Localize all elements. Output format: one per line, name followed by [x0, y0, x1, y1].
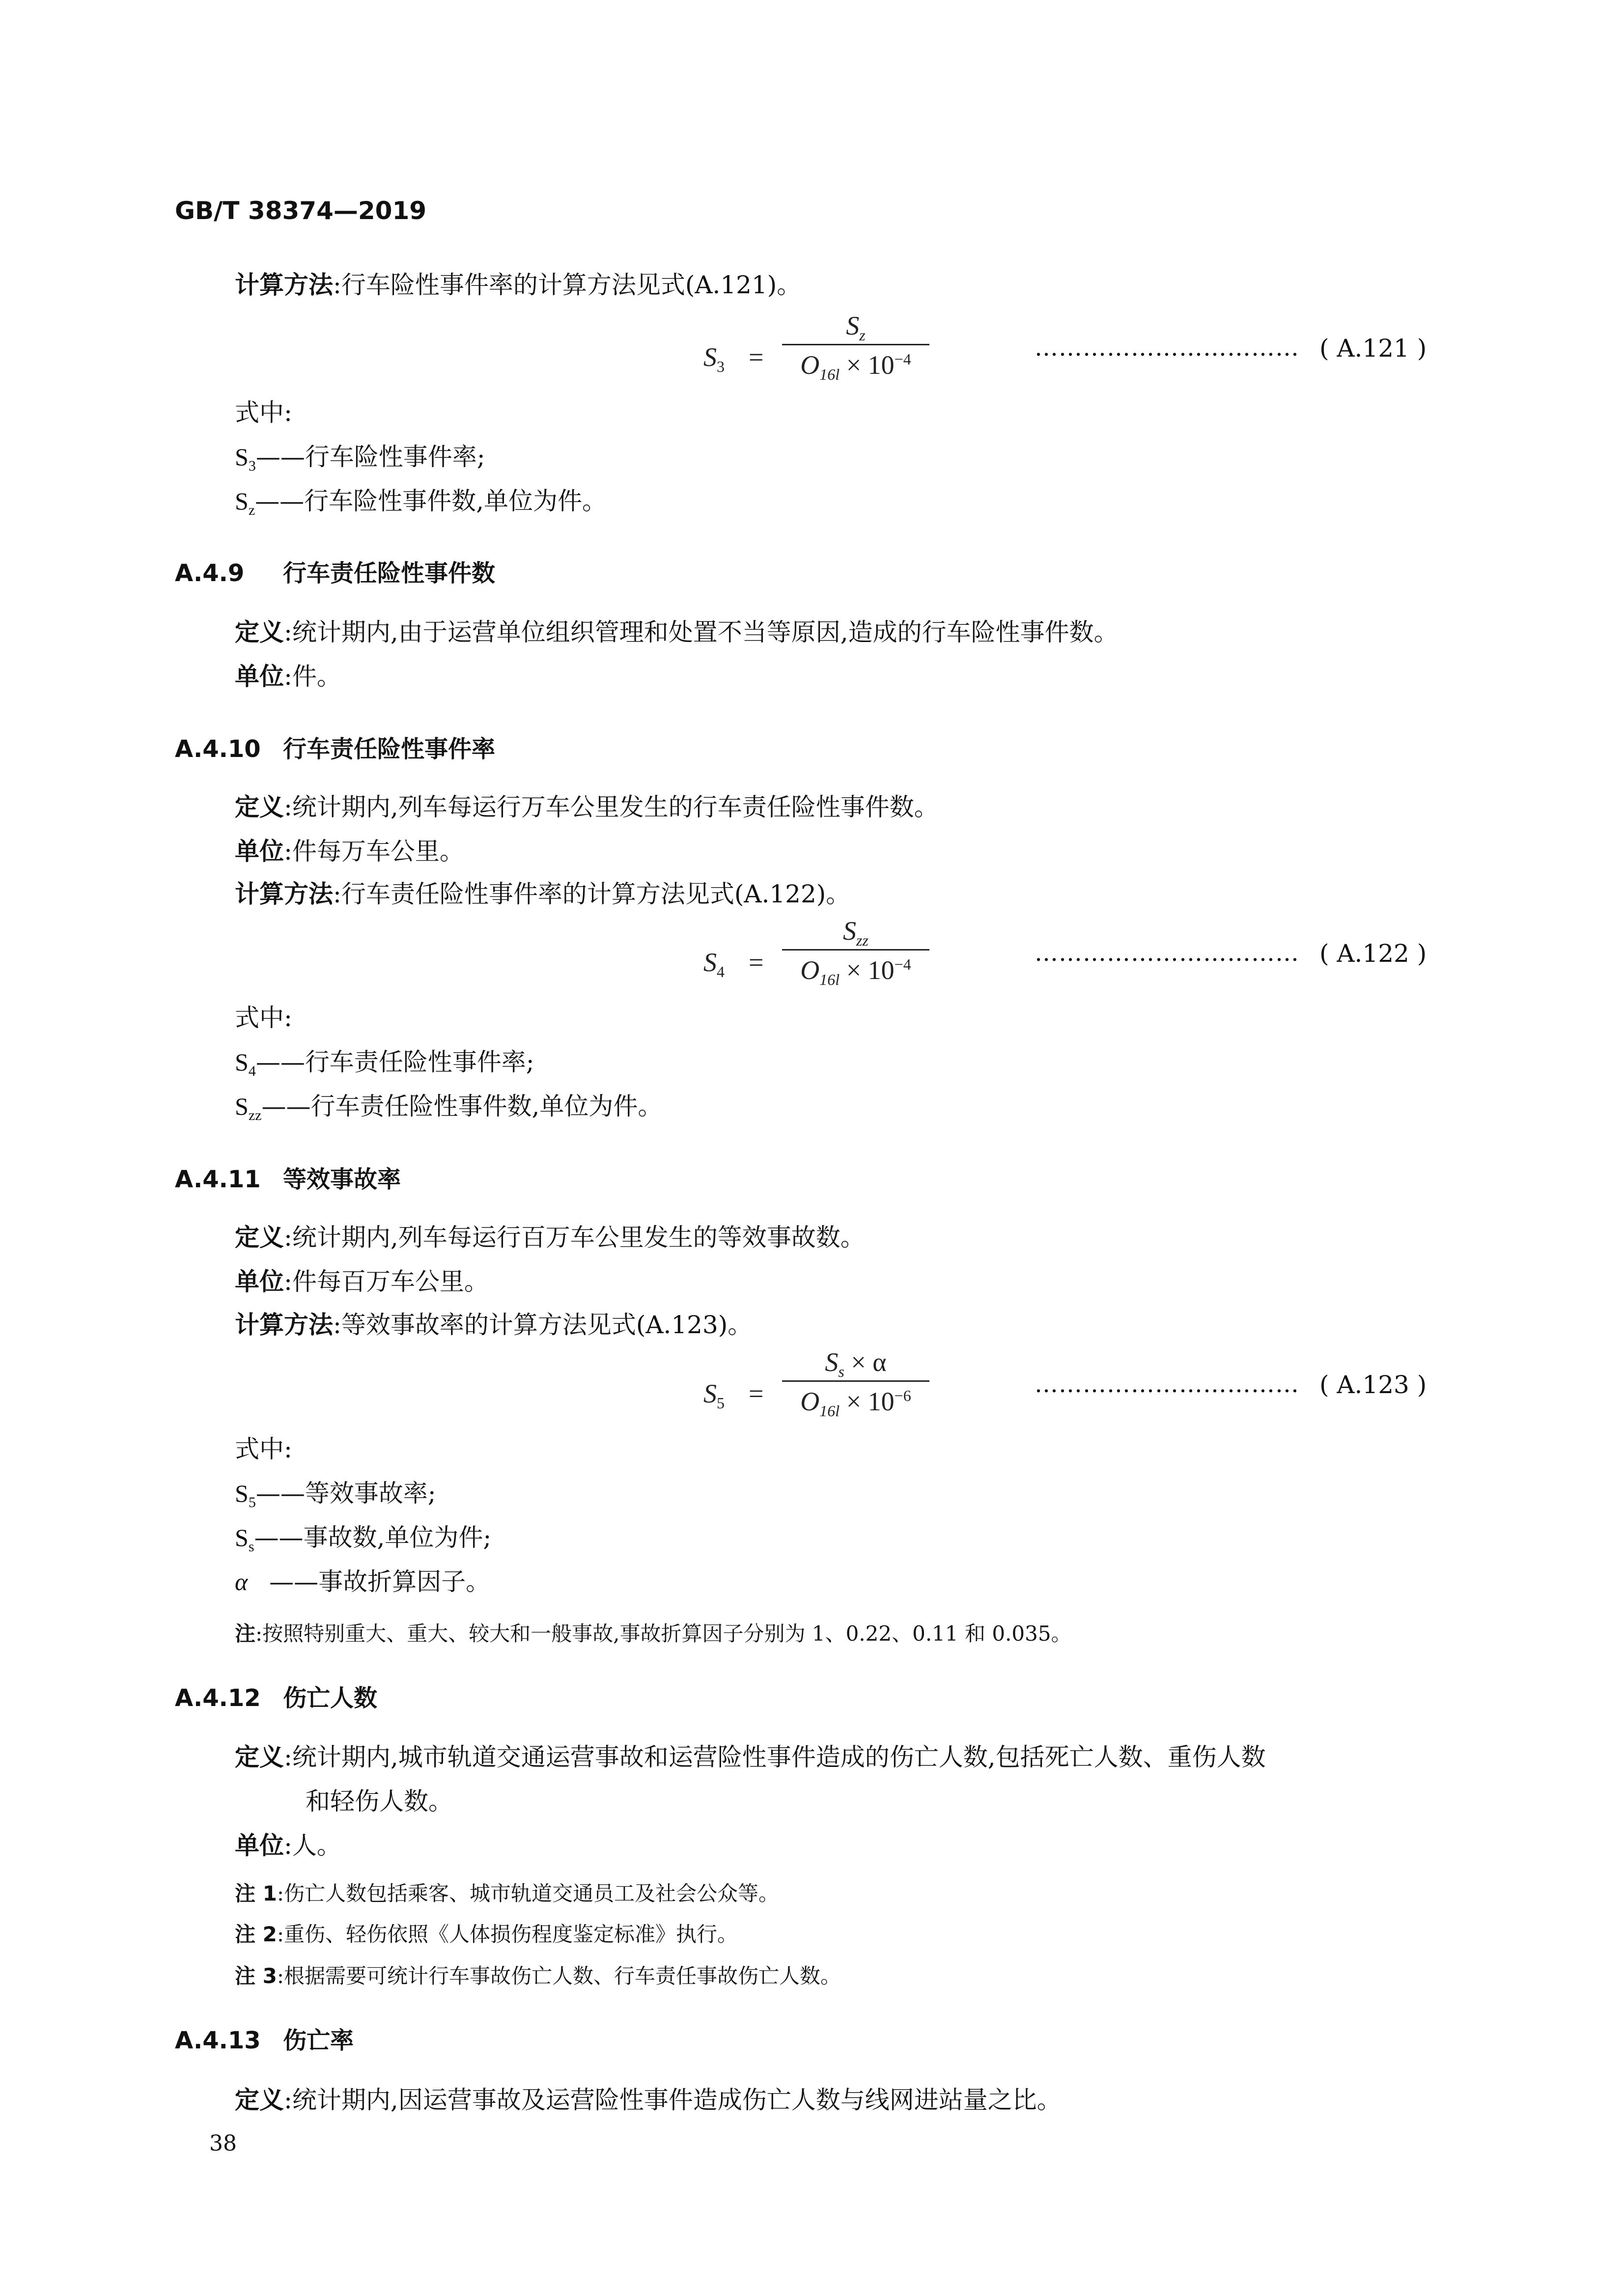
symbol: $S_{zz}$	[235, 1092, 262, 1123]
symbol: $S_3$	[235, 443, 256, 474]
unit-a4-11: 单位:件每百万车公里。	[235, 1267, 489, 1296]
equals-sign: =	[749, 1379, 764, 1408]
symbol: $S_s$	[235, 1524, 254, 1555]
definition-a4-12: 定义:统计期内,城市轨道交通运营事故和运营险性事件造成的伤亡人数,包括死亡人数、重伤人数	[235, 1743, 1266, 1771]
symbol-def-s3: $S_3——$行车险性事件率;	[235, 443, 485, 474]
symbol-def-alpha: α ——事故折算因子。	[235, 1567, 491, 1596]
equals-sign: =	[749, 948, 764, 977]
calc-method-a123: 计算方法:等效事故率的计算方法见式(A.123)。	[235, 1311, 753, 1339]
calc-method-a122: 计算方法:行车责任险性事件率的计算方法见式(A.122)。	[235, 880, 851, 908]
definition-a4-12-continued: 和轻伤人数。	[306, 1787, 453, 1816]
formula-denominator: $O_{16l} \times 10^{-4}$	[800, 350, 911, 383]
section-heading-a4-13: A.4.13 伤亡率	[175, 2027, 354, 2054]
leader-dots: ……………………………	[1035, 334, 1299, 362]
fraction-bar	[782, 949, 929, 951]
formula-denominator: $O_{16l} \times 10^{-4}$	[800, 955, 911, 988]
formula-numerator: $S_z$	[846, 311, 866, 344]
leader-dots: ……………………………	[1035, 1371, 1299, 1398]
unit-a4-12: 单位:人。	[235, 1831, 341, 1860]
standard-code: GB/T 38374—2019	[175, 196, 427, 225]
symbol: α	[235, 1568, 248, 1595]
symbol-def-s4: $S_4——$行车责任险性事件率;	[235, 1048, 534, 1079]
section-heading-a4-12: A.4.12 伤亡人数	[175, 1684, 378, 1712]
formula-lhs: $S_3$	[703, 342, 725, 375]
calc-method-a121	[235, 273, 801, 297]
definition-a4-11: 定义:统计期内,列车每运行百万车公里发生的等效事故数。	[235, 1223, 865, 1252]
wherein-label: 式中:	[235, 1004, 292, 1032]
formula-numerator: $S_{zz}$	[843, 916, 868, 949]
symbol-def-ss: $S_s——$事故数,单位为件;	[235, 1523, 492, 1555]
symbol: $S_5$	[235, 1480, 256, 1511]
note-3: 注 3:根据需要可统计行车事故伤亡人数、行车责任事故伤亡人数。	[235, 1964, 841, 1988]
definition-a4-13: 定义:统计期内,因运营事故及运营险性事件造成伤亡人数与线网进站量之比。	[235, 2086, 1062, 2114]
wherein-label: 式中:	[235, 1435, 292, 1463]
formula-numerator: $S_s \times \alpha$	[825, 1347, 887, 1380]
symbol-def-sz: $S_z——$行车险性事件数,单位为件。	[235, 487, 607, 518]
note-2: 注 2:重伤、轻伤依照《人体损伤程度鉴定标准》执行。	[235, 1922, 738, 1946]
section-heading-a4-11: A.4.11 等效事故率	[175, 1166, 401, 1193]
fraction-bar	[782, 1380, 929, 1382]
calc-label: 计算方法	[235, 271, 333, 299]
page-number: 38	[209, 2131, 237, 2156]
equation-tag-a122: ( A.122 )	[1319, 939, 1427, 968]
fraction-bar	[782, 344, 929, 345]
formula-denominator: $O_{16l} \times 10^{-6}$	[800, 1387, 911, 1420]
calc-text: :行车险性事件率的计算方法见式(A.121)。	[333, 271, 802, 299]
symbol-def-szz: $S_{zz}——$行车责任险性事件数,单位为件。	[235, 1092, 663, 1123]
symbol-def-s5: $S_5——$等效事故率;	[235, 1479, 436, 1511]
unit-a4-9: 单位:件。	[235, 662, 341, 691]
equation-tag-a121: ( A.121 )	[1319, 334, 1427, 363]
unit-a4-10: 单位:件每万车公里。	[235, 837, 464, 866]
equals-sign: =	[749, 342, 764, 372]
section-heading-a4-9: A.4.9 行车责任险性事件数	[175, 560, 496, 587]
note-1: 注 1:伤亡人数包括乘客、城市轨道交通员工及社会公众等。	[235, 1881, 780, 1905]
symbol: $S_z$	[235, 487, 255, 518]
definition-a4-9: 定义:统计期内,由于运营单位组织管理和处置不当等原因,造成的行车险性事件数。	[235, 618, 1119, 646]
definition-a4-10: 定义:统计期内,列车每运行万车公里发生的行车责任险性事件数。	[235, 793, 939, 821]
formula-lhs: $S_4$	[703, 948, 725, 980]
wherein-label: 式中:	[235, 398, 292, 427]
equation-tag-a123: ( A.123 )	[1319, 1371, 1427, 1399]
note-a4-11: 注:按照特别重大、重大、较大和一般事故,事故折算因子分别为 1、0.22、0.11 和 0.035。	[235, 1622, 1072, 1646]
section-heading-a4-10: A.4.10 行车责任险性事件率	[175, 735, 496, 763]
leader-dots: ……………………………	[1035, 939, 1299, 967]
symbol: $S_4$	[235, 1048, 256, 1079]
formula-lhs: $S_5$	[703, 1379, 725, 1412]
